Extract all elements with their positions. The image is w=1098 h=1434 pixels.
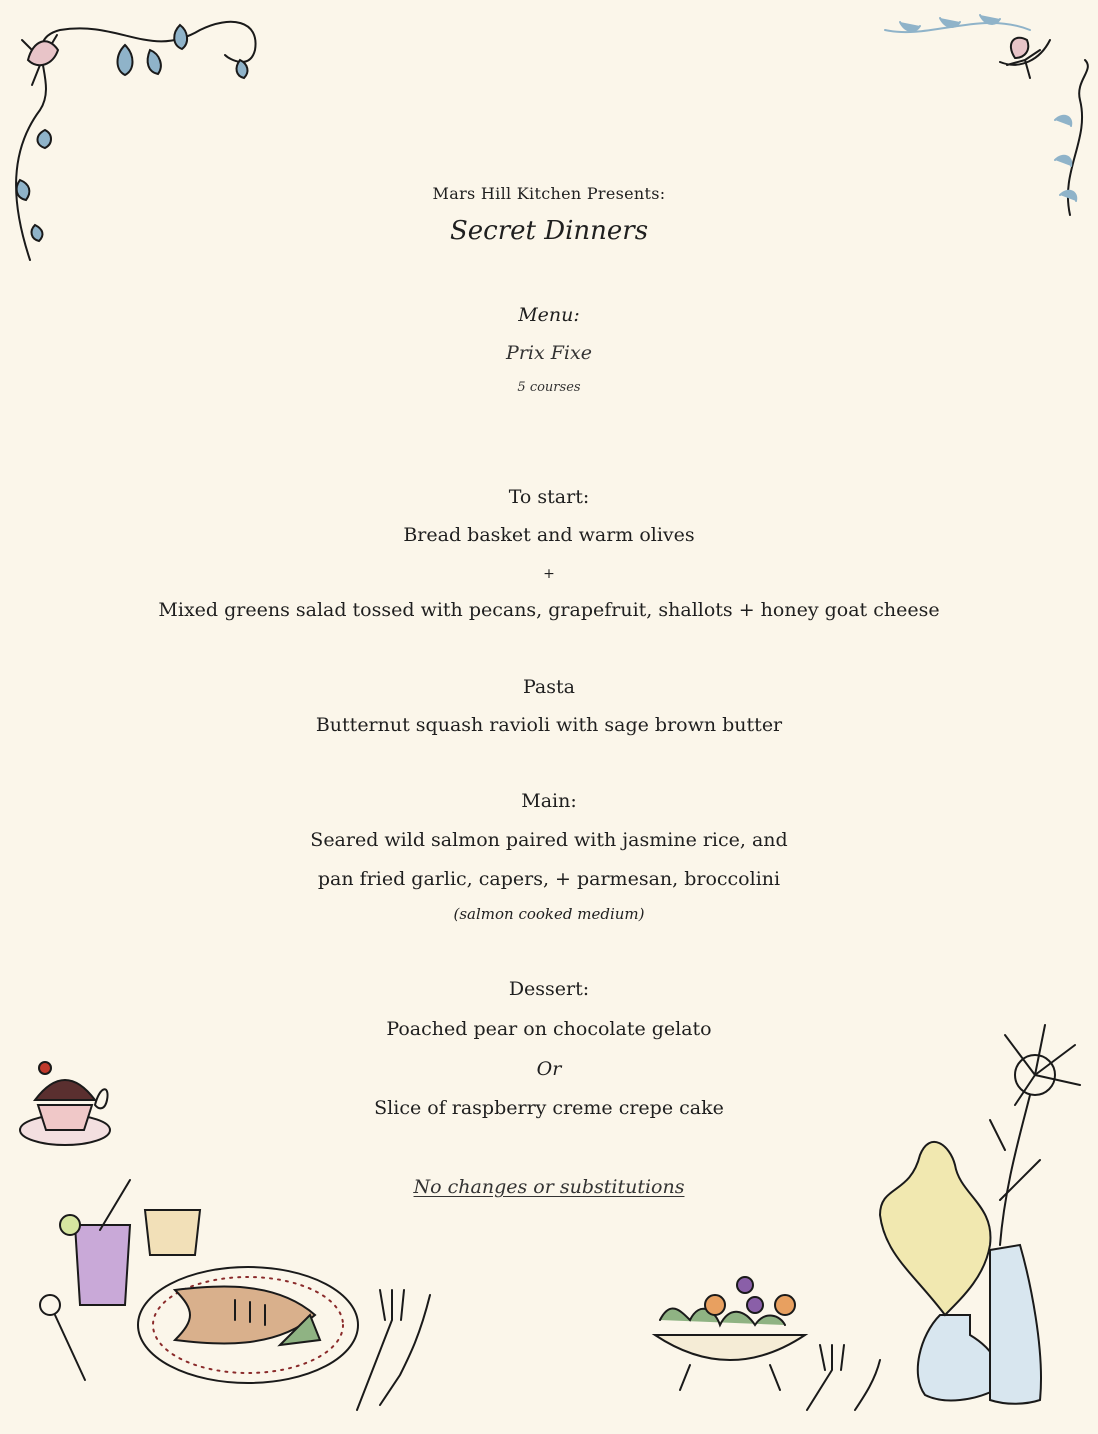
salad-bowl-icon <box>655 1277 880 1410</box>
fork-knife-icon <box>357 1290 430 1410</box>
dish-crepe-cake: Slice of raspberry creme crepe cake <box>374 1097 724 1119</box>
section-heading-main: Main: <box>521 790 577 812</box>
drinks-icon <box>40 1180 200 1380</box>
menu-label: Menu: <box>518 304 580 326</box>
dessert-or: Or <box>536 1058 562 1080</box>
vase-flowers-icon <box>880 1025 1080 1404</box>
dish-salmon-line1: Seared wild salmon paired with jasmine rice, and <box>310 829 788 851</box>
no-substitutions-note: No changes or substitutions <box>413 1176 685 1198</box>
salmon-note: (salmon cooked medium) <box>453 905 645 923</box>
dish-bread-basket: Bread basket and warm olives <box>403 524 695 546</box>
presenter-line: Mars Hill Kitchen Presents: <box>432 184 666 203</box>
page-title: Secret Dinners <box>449 216 649 246</box>
section-heading-dessert: Dessert: <box>508 978 590 1000</box>
section-heading-start: To start: <box>508 486 590 508</box>
menu-courses: 5 courses <box>517 380 581 395</box>
dish-salmon-line2: pan fried garlic, capers, + parmesan, broccolini <box>317 868 781 890</box>
fish-plate-icon <box>138 1267 358 1383</box>
dish-poached-pear: Poached pear on chocolate gelato <box>386 1018 712 1040</box>
dish-ravioli: Butternut squash ravioli with sage brown butter <box>315 714 783 736</box>
menu-type: Prix Fixe <box>506 342 592 364</box>
dish-mixed-greens: Mixed greens salad tossed with pecans, grapefruit, shallots + honey goat cheese <box>158 599 940 621</box>
section-heading-pasta: Pasta <box>523 676 575 698</box>
plus-separator: + <box>543 566 555 582</box>
